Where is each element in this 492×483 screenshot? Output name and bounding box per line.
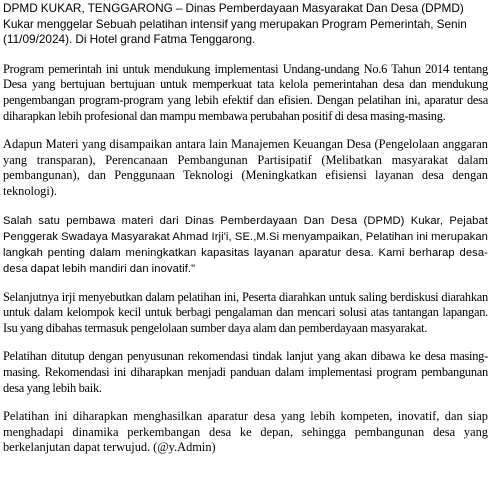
article-body [3,1,488,469]
article-paragraph-penutup: Pelatihan ditutup dengan penyusunan rekomendasi tindak lanjut yang akan dibawa ke desa masing-masing. Rekomendasi ini diharapkan menjadi panduan dalam implementasi program pembangunan desa yang lebih baik. [3,349,488,395]
article-paragraph-program: Program pemerintah ini untuk mendukung implementasi Undang-undang No.6 Tahun 2014 tentang Desa yang bertujuan bertujuan untuk memperkuat tata kelola pemerintahan desa dan mendukung pengembangan program-program yang lebih efektif dan efisien. Dengan pelatihan ini, aparatur desa diharapkan lebih profesional dan mampu membawa perubahan positif di desa masing-masing. [3,61,488,123]
article-paragraph-materi: Adapun Materi yang disampaikan antara lain Manajemen Keuangan Desa (Pengelolaan anggaran yang transparan), Perencanaan Pembangunan Partisipatif (Melibatkan masyarakat dalam pembangunan), dan Penggunaan Teknologi (Meningkatkan efisiensi layanan desa dengan teknologi). [3,137,488,198]
article-lead-paragraph: DPMD KUKAR, TENGGARONG – Dinas Pemberdayaan Masyarakat Dan Desa (DPMD) Kukar menggelar Sebuah pelatihan intensif yang merupakan Program Pemerintah, Senin (11/09/2024). Di Hotel grand Fatma Tenggarong. [3,1,467,47]
article-paragraph-harapan: Pelatihan ini diharapkan menghasilkan aparatur desa yang lebih kompeten, inovatif, dan siap menghadapi dinamika perkembangan desa ke depan, sehingga pembangunan desa yang berkelanjutan dapat terwujud. (@y.Admin) [3,409,488,455]
article-paragraph-diskusi: Selanjutnya irji menyebutkan dalam pelatihan ini, Peserta diarahkan untuk saling berdiskusi diarahkan untuk dalam kelompok kecil untuk berbagi pengalaman dan mencari solusi atas tantangan lapangan. Isu yang dibahas termasuk pengelolaan sumber daya alam dan pemberdayaan masyarakat. [3,289,488,335]
article-paragraph-quote: Salah satu pembawa materi dari Dinas Pemberdayaan Dan Desa (DPMD) Kukar, Pejabat Penggerak Swadaya Masyarakat Ahmad Irji'i, SE.,M.Si menyampaikan, Pelatihan ini merupakan langkah penting dalam meningkatkan kapasitas layanan aparatur desa. Kami berharap desa-desa dapat lebih mandiri dan inovatif." [3,214,488,275]
